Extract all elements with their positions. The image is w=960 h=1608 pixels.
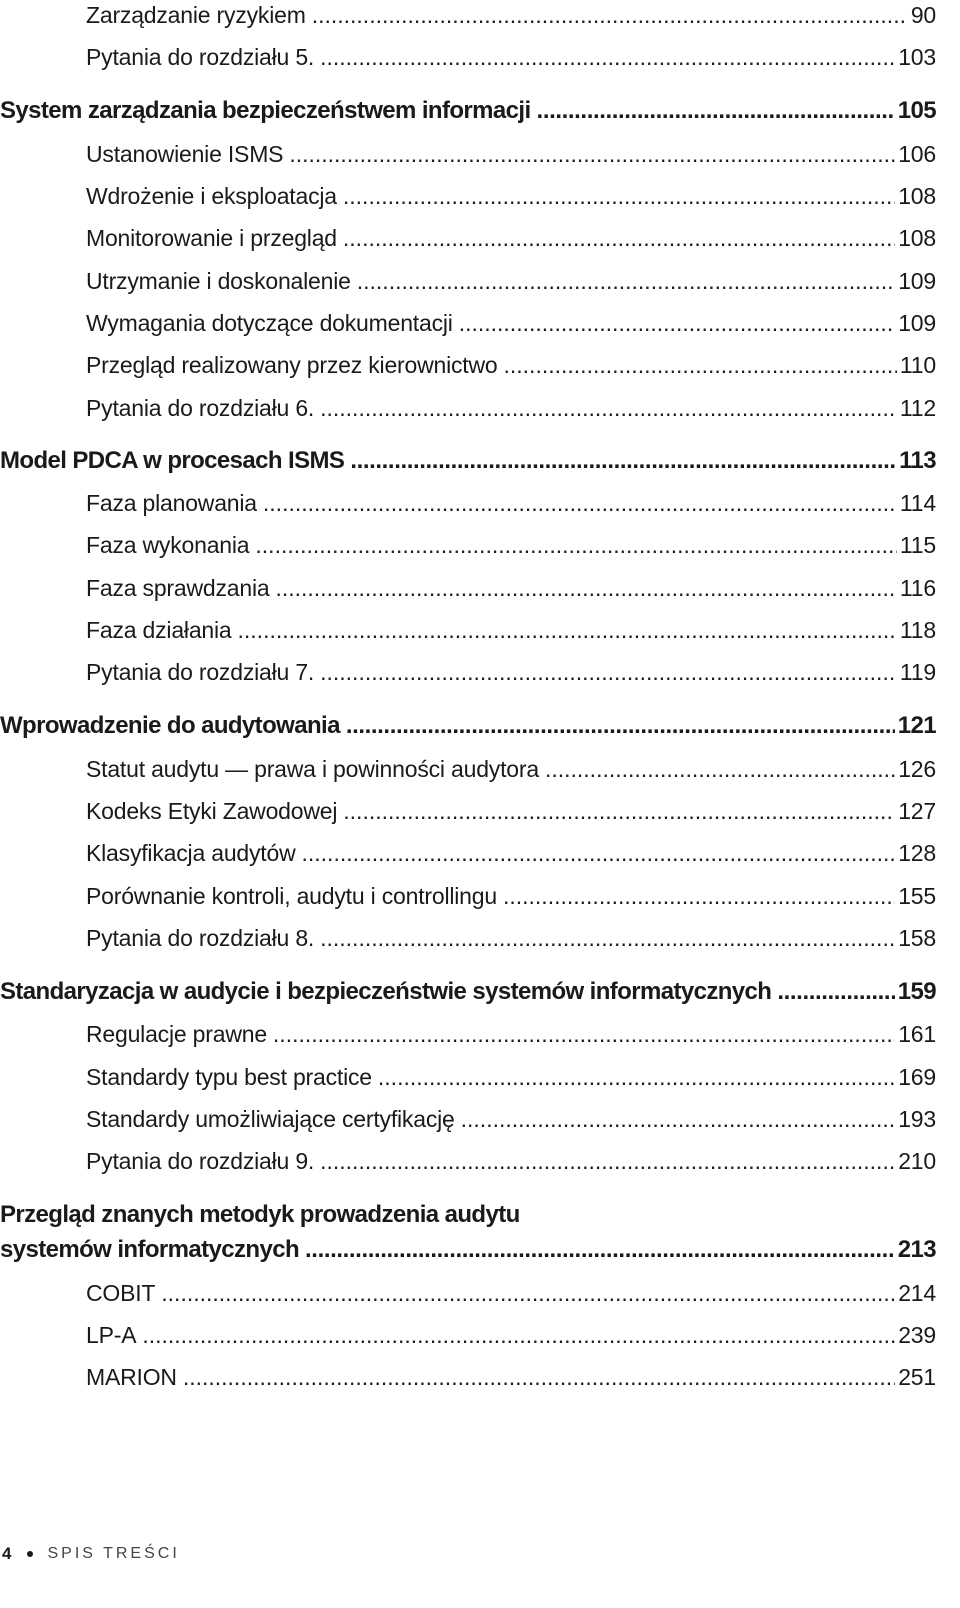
toc-entry-title: COBIT <box>86 1280 156 1306</box>
toc-chapter-title: Standaryzacja w audycie i bezpieczeństwie systemów informatycznych <box>0 978 772 1005</box>
toc-entry[interactable] <box>86 1064 936 1091</box>
toc-entry-title: Klasyfikacja audytów <box>86 840 296 866</box>
bullet-icon <box>27 1551 33 1557</box>
toc-dot-leader <box>461 1106 896 1133</box>
toc-dot-leader <box>289 141 895 168</box>
toc-chapter-page: 121 <box>897 712 936 739</box>
toc-chapter[interactable] <box>0 1236 936 1264</box>
toc-entry[interactable] <box>86 183 936 210</box>
toc-entry[interactable] <box>86 310 936 337</box>
toc-entry-title: Pytania do rozdziału 9. <box>86 1148 315 1174</box>
toc-entry[interactable] <box>86 141 936 168</box>
toc-entry[interactable] <box>86 1148 936 1175</box>
toc-dot-leader <box>346 712 895 740</box>
toc-entry-page: 114 <box>899 490 936 516</box>
toc-entry-title: Statut audytu — prawa i powinności audytora <box>86 756 539 782</box>
toc-entry[interactable] <box>86 925 936 952</box>
toc-dot-leader <box>320 1148 895 1175</box>
toc-dot-leader <box>320 659 897 686</box>
toc-dot-leader <box>343 798 895 825</box>
toc-entry[interactable] <box>86 1280 936 1307</box>
toc-entry-title: Monitorowanie i przegląd <box>86 225 337 251</box>
toc-entry-page: 108 <box>898 183 936 209</box>
toc-dot-leader <box>142 1322 895 1349</box>
toc-entry-page: 119 <box>899 659 936 685</box>
toc-chapter-title: System zarządzania bezpieczeństwem informacji <box>0 97 531 124</box>
toc-entry-title: Wymagania dotyczące dokumentacji <box>86 310 453 336</box>
toc-entry-page: 115 <box>899 532 936 558</box>
toc-entry-page: 251 <box>898 1364 936 1390</box>
toc-entry[interactable] <box>86 1106 936 1133</box>
toc-entry-page: 239 <box>898 1322 936 1348</box>
toc-entry-title: Kodeks Etyki Zawodowej <box>86 798 338 824</box>
toc-entry-title: LP-A <box>86 1322 137 1348</box>
toc-entry-page: 128 <box>898 840 936 866</box>
toc-dot-leader <box>343 183 895 210</box>
toc-entry-page: 193 <box>898 1106 936 1132</box>
toc-chapter[interactable] <box>0 978 936 1006</box>
toc-entry[interactable] <box>86 1021 936 1048</box>
toc-entry-page: 158 <box>898 925 936 951</box>
toc-dot-leader <box>459 310 896 337</box>
toc-entry-title: Pytania do rozdziału 7. <box>86 659 315 685</box>
toc-entry-page: 214 <box>898 1280 936 1306</box>
toc-entry-page: 108 <box>898 225 936 251</box>
toc-entry[interactable] <box>86 44 936 71</box>
toc-entry-page: 210 <box>898 1148 936 1174</box>
toc-entry[interactable] <box>86 617 936 644</box>
toc-entry-page: 106 <box>898 141 936 167</box>
toc-entry[interactable] <box>86 756 936 783</box>
toc-entry-page: 109 <box>898 310 936 336</box>
page-number: 4 <box>2 1544 12 1563</box>
toc-entry-page: 90 <box>910 2 936 28</box>
toc-entry[interactable] <box>86 532 936 559</box>
toc-dot-leader <box>273 1021 895 1048</box>
toc-entry-page: 109 <box>898 268 936 294</box>
toc-entry[interactable] <box>86 840 936 867</box>
toc-dot-leader <box>357 268 895 295</box>
toc-entry-page: 116 <box>899 575 936 601</box>
toc-entry-page: 161 <box>898 1021 936 1047</box>
toc-entry-title: Ustanowienie ISMS <box>86 141 284 167</box>
toc-dot-leader <box>537 97 895 125</box>
toc-dot-leader <box>161 1280 895 1307</box>
toc-entry-page: 169 <box>898 1064 936 1090</box>
toc-entry[interactable] <box>86 798 936 825</box>
toc-dot-leader <box>320 44 895 71</box>
toc-chapter-title: systemów informatycznych <box>0 1236 300 1263</box>
toc-chapter[interactable] <box>0 712 936 740</box>
toc-entry-page: 112 <box>899 395 936 421</box>
toc-entry-title: Przegląd realizowany przez kierownictwo <box>86 352 498 378</box>
toc-dot-leader <box>238 617 897 644</box>
toc-entry-title: Porównanie kontroli, audytu i controllingu <box>86 883 497 909</box>
toc-entry-title: Utrzymanie i doskonalenie <box>86 268 351 294</box>
toc-entry[interactable] <box>86 1322 936 1349</box>
toc-dot-leader <box>343 225 895 252</box>
toc-chapter[interactable] <box>0 97 936 125</box>
toc-entry-title: Pytania do rozdziału 6. <box>86 395 315 421</box>
toc-entry-title: Zarządzanie ryzykiem <box>86 2 306 28</box>
toc-entry-title: Wdrożenie i eksploatacja <box>86 183 337 209</box>
toc-dot-leader <box>320 925 895 952</box>
toc-entry[interactable] <box>86 395 936 422</box>
toc-dot-leader <box>275 575 896 602</box>
toc-entry-title: Pytania do rozdziału 5. <box>86 44 315 70</box>
toc-chapter-page: 105 <box>897 97 936 124</box>
toc-entry[interactable] <box>86 883 936 910</box>
toc-entry[interactable] <box>86 1364 936 1391</box>
toc-entry-page: 155 <box>898 883 936 909</box>
toc-dot-leader <box>777 978 894 1006</box>
toc-entry[interactable] <box>86 575 936 602</box>
toc-dot-leader <box>378 1064 895 1091</box>
toc-entry-title: Standardy typu best practice <box>86 1064 372 1090</box>
toc-chapter-page: 113 <box>899 447 936 474</box>
section-label: SPIS TREŚCI <box>47 1545 180 1562</box>
toc-dot-leader <box>305 1236 895 1264</box>
toc-dot-leader <box>255 532 897 559</box>
toc-dot-leader <box>263 490 897 517</box>
page-footer <box>2 1544 180 1564</box>
toc-entry-title: Faza wykonania <box>86 532 250 558</box>
toc-chapter-page: 213 <box>897 1236 936 1263</box>
toc-dot-leader <box>350 447 896 475</box>
toc-dot-leader <box>302 840 896 867</box>
toc-dot-leader <box>504 352 897 379</box>
toc-entry[interactable] <box>86 490 936 517</box>
toc-entry-title: Standardy umożliwiające certyfikację <box>86 1106 455 1132</box>
toc-entry-title: Regulacje prawne <box>86 1021 267 1047</box>
toc-entry-title: Faza sprawdzania <box>86 575 270 601</box>
toc-dot-leader <box>545 756 895 783</box>
toc-chapter[interactable] <box>0 447 936 475</box>
toc-entry[interactable] <box>86 659 936 686</box>
toc-entry[interactable] <box>86 268 936 295</box>
toc-entry-title: Faza działania <box>86 617 232 643</box>
toc-entry-page: 110 <box>899 352 936 378</box>
toc-entry-title: Pytania do rozdziału 8. <box>86 925 315 951</box>
toc-chapter-page: 159 <box>897 978 936 1005</box>
toc-entry[interactable] <box>86 352 936 379</box>
toc-dot-leader <box>183 1364 895 1391</box>
toc-dot-leader <box>312 2 908 29</box>
toc-entry-page: 103 <box>898 44 936 70</box>
toc-dot-leader <box>503 883 895 910</box>
toc-chapter-title: Wprowadzenie do audytowania <box>0 712 340 739</box>
toc-entry[interactable] <box>86 225 936 252</box>
toc-entry-title: MARION <box>86 1364 177 1390</box>
toc-chapter-title-line[interactable]: Przegląd znanych metodyk prowadzenia audytu <box>0 1201 520 1228</box>
toc-dot-leader <box>320 395 897 422</box>
toc-entry-title: Faza planowania <box>86 490 257 516</box>
toc-entry[interactable] <box>86 2 936 29</box>
toc-entry-page: 126 <box>898 756 936 782</box>
toc-chapter-title: Model PDCA w procesach ISMS <box>0 447 345 474</box>
toc-entry-page: 118 <box>899 617 936 643</box>
toc-entry-page: 127 <box>898 798 936 824</box>
